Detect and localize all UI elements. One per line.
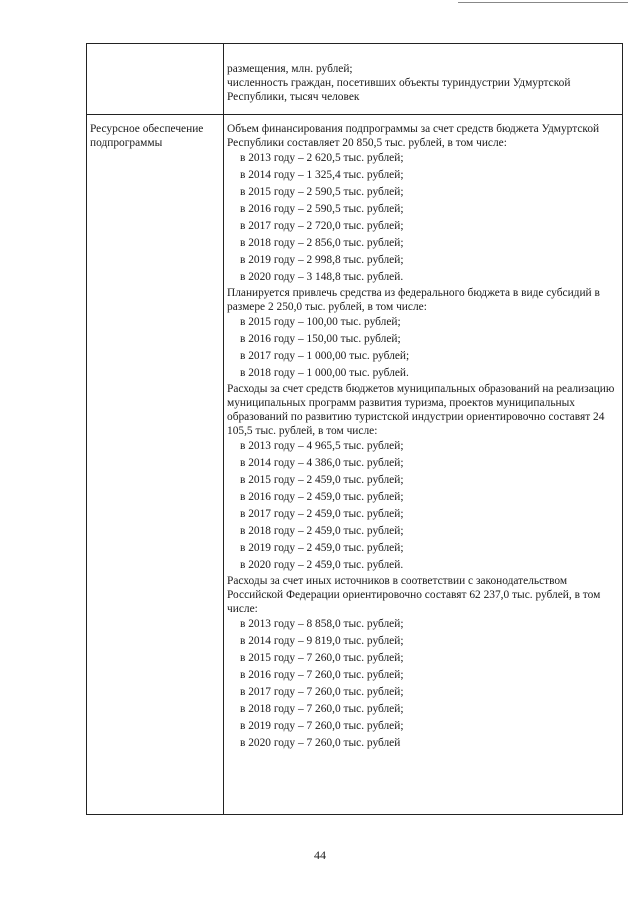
page-number: 44 [314,848,326,862]
budget-year-item: в 2014 году – 1 325,4 тыс. рублей; [240,169,404,181]
municipal-year-item: в 2015 году – 2 459,0 тыс. рублей; [240,474,404,486]
other-year-item: в 2015 году – 7 260,0 тыс. рублей; [240,652,404,664]
other-year-item: в 2018 году – 7 260,0 тыс. рублей; [240,703,404,715]
other-year-item: в 2014 году – 9 819,0 тыс. рублей; [240,635,404,647]
other-year-item: в 2017 году – 7 260,0 тыс. рублей; [240,686,404,698]
row-label-cell: Ресурсное обеспечение подпрограммы [87,115,224,815]
budget-year-item: в 2015 году – 2 590,5 тыс. рублей; [240,186,404,198]
budget-year-item: в 2016 году – 2 590,5 тыс. рублей; [240,203,404,215]
municipal-year-item: в 2020 году – 2 459,0 тыс. рублей. [240,559,404,571]
budget-year-item: в 2013 году – 2 620,5 тыс. рублей; [240,152,404,164]
table-row [87,44,623,115]
municipal-intro: Расходы за счет средств бюджетов муниципальных образований на реализацию муниципальных программ развития туризма, проектов муниципальных образований по развитию туристской индустрии ориентировочно составят 24 105,5 тыс. рублей, в том числе: [227,383,615,437]
table-row [87,115,623,815]
budget-year-item: в 2017 году – 2 720,0 тыс. рублей; [240,220,404,232]
municipal-year-item: в 2016 году – 2 459,0 тыс. рублей; [240,491,404,503]
federal-year-item: в 2016 году – 150,00 тыс. рублей; [240,333,401,345]
budget-year-item: в 2018 году – 2 856,0 тыс. рублей; [240,237,404,249]
municipal-year-item: в 2019 году – 2 459,0 тыс. рублей; [240,542,404,554]
federal-intro: Планируется привлечь средства из федерального бюджета в виде субсидий в размере 2 250,0 тыс. рублей, в том числе: [227,287,600,313]
row-content-cell [224,115,623,815]
budget-year-item: в 2019 году – 2 998,8 тыс. рублей; [240,254,404,266]
indicator-line: численность граждан, посетивших объекты туриндустрии Удмуртской Республики, тысяч человек [227,77,571,103]
municipal-year-item: в 2013 году – 4 965,5 тыс. рублей; [240,440,404,452]
header-rule [458,2,628,3]
budget-year-item: в 2020 году – 3 148,8 тыс. рублей. [240,271,404,283]
other-sources-intro: Расходы за счет иных источников в соответствии с законодательством Российской Федерации ориентировочно составят 62 237,0 тыс. рублей, в том числе: [227,575,601,615]
subprogram-passport-table [86,43,623,815]
other-year-item: в 2013 году – 8 858,0 тыс. рублей; [240,618,404,630]
row-label-cell [87,44,224,115]
municipal-year-item: в 2018 году – 2 459,0 тыс. рублей; [240,525,404,537]
other-year-item: в 2020 году – 7 260,0 тыс. рублей [240,737,401,749]
federal-year-item: в 2018 году – 1 000,00 тыс. рублей. [240,367,409,379]
indicator-line: размещения, млн. рублей; [227,63,353,75]
municipal-year-item: в 2014 году – 4 386,0 тыс. рублей; [240,457,404,469]
row-content-cell [224,44,623,115]
federal-year-item: в 2015 году – 100,00 тыс. рублей; [240,316,401,328]
other-year-item: в 2019 году – 7 260,0 тыс. рублей; [240,720,404,732]
federal-year-item: в 2017 году – 1 000,00 тыс. рублей; [240,350,410,362]
municipal-year-item: в 2017 году – 2 459,0 тыс. рублей; [240,508,404,520]
other-year-item: в 2016 году – 7 260,0 тыс. рублей; [240,669,404,681]
budget-intro: Объем финансирования подпрограммы за счет средств бюджета Удмуртской Республики составляет 20 850,5 тыс. рублей, в том числе: [227,123,600,149]
